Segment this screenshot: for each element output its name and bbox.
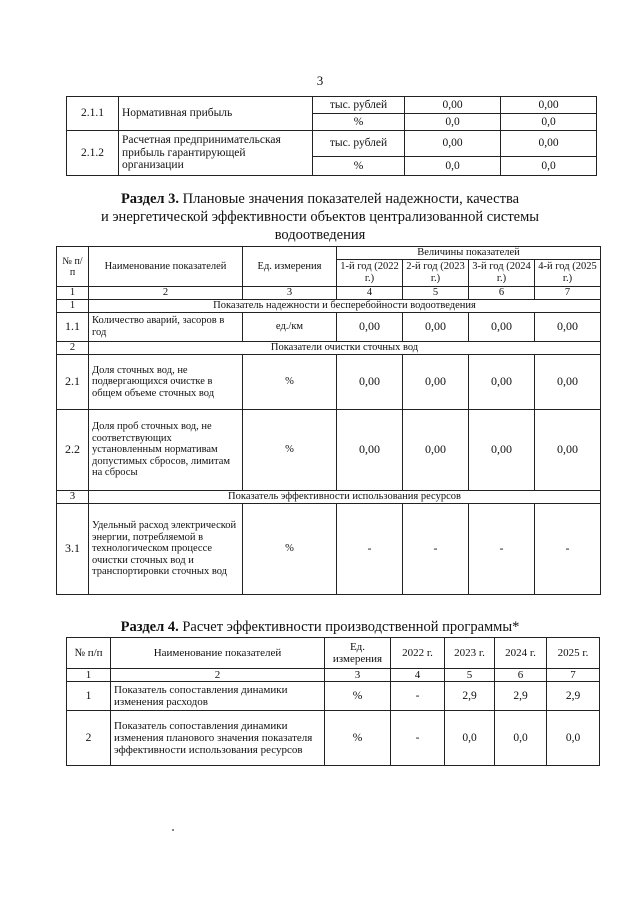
value-cell: 0,0 (501, 156, 597, 175)
col-number: 6 (495, 669, 547, 682)
value-cell: 0,00 (405, 97, 501, 114)
table-header-row (67, 638, 600, 669)
value-cell: - (535, 504, 601, 595)
value-cell: 0,00 (535, 355, 601, 410)
group-number: 3 (57, 491, 89, 504)
col-number: 3 (325, 669, 391, 682)
value-cell: 0,00 (501, 97, 597, 114)
value-cell: - (469, 504, 535, 595)
value-cell: 0,00 (403, 355, 469, 410)
value-cell: 0,0 (495, 711, 547, 766)
value-cell: 0,0 (501, 114, 597, 131)
header-year: 2025 г. (547, 638, 600, 669)
indicator-name: Показатель сопоставления динамики изменения расходов (111, 682, 325, 711)
row-number: 2.1 (57, 355, 89, 410)
col-number: 1 (67, 669, 111, 682)
unit-cell: тыс. рублей (313, 97, 405, 114)
unit-cell: % (325, 682, 391, 711)
group-title: Показатель эффективности использования ресурсов (89, 491, 601, 504)
col-number: 4 (337, 287, 403, 300)
unit-cell: % (243, 410, 337, 491)
value-cell: 0,00 (535, 410, 601, 491)
column-number-row (57, 287, 601, 300)
section-3-label: Раздел 3. (120, 191, 180, 207)
group-header-row (57, 342, 601, 355)
value-cell: - (403, 504, 469, 595)
unit-cell: % (243, 355, 337, 410)
col-number: 4 (391, 669, 445, 682)
value-cell: 0,0 (405, 114, 501, 131)
indicator-name: Расчетная предпринимательская прибыль гарантирующей организации (119, 131, 313, 176)
row-number: 2.2 (57, 410, 89, 491)
value-cell: 0,00 (405, 131, 501, 157)
page-number: 3 (316, 73, 324, 88)
group-title: Показатели очистки сточных вод (89, 342, 601, 355)
row-number: 2.1.1 (67, 97, 119, 131)
section-4-heading (0, 618, 640, 636)
header-year: 2024 г. (495, 638, 547, 669)
value-cell: 0,00 (469, 410, 535, 491)
value-cell: - (337, 504, 403, 595)
value-cell: - (391, 711, 445, 766)
value-cell: 0,00 (403, 410, 469, 491)
table-row (57, 504, 601, 595)
value-cell: 0,00 (469, 313, 535, 342)
value-cell: 0,00 (337, 355, 403, 410)
indicator-name: Доля проб сточных вод, не соответствующих установленным нормативам допустимых сбросов, лимитам на сбросы (89, 410, 243, 491)
header-values-group: Величины показателей (337, 247, 601, 260)
section-3-title-line1: Плановые значения показателей надежности, качества (182, 191, 520, 207)
col-number: 2 (89, 287, 243, 300)
section-3-title-line3: водоотведения (274, 227, 366, 243)
section-4-title: Расчет эффективности производственной программы* (182, 619, 520, 635)
unit-cell: % (313, 156, 405, 175)
column-number-row (67, 669, 600, 682)
indicator-name: Количество аварий, засоров в год (89, 313, 243, 342)
indicator-name: Нормативная прибыль (119, 97, 313, 131)
value-cell: 0,00 (469, 355, 535, 410)
col-number: 2 (111, 669, 325, 682)
scan-speck (172, 829, 174, 831)
header-year: 2023 г. (445, 638, 495, 669)
table-row (67, 711, 600, 766)
table-row (57, 313, 601, 342)
header-year: 1-й год (2022 г.) (337, 260, 403, 287)
col-number: 5 (445, 669, 495, 682)
value-cell: 0,00 (337, 313, 403, 342)
table-row (67, 131, 597, 157)
indicator-name: Показатель сопоставления динамики изменения планового значения показателя эффективности использования ресурсов (111, 711, 325, 766)
header-name: Наименование показателей (89, 247, 243, 287)
unit-cell: % (313, 114, 405, 131)
row-number: 3.1 (57, 504, 89, 595)
header-year: 2-й год (2023 г.) (403, 260, 469, 287)
value-cell: 0,0 (405, 156, 501, 175)
reliability-indicators-table (56, 246, 601, 595)
header-unit: Ед. измерения (243, 247, 337, 287)
row-number: 2.1.2 (67, 131, 119, 176)
col-number: 7 (547, 669, 600, 682)
header-year: 2022 г. (391, 638, 445, 669)
col-number: 1 (57, 287, 89, 300)
unit-cell: % (325, 711, 391, 766)
table-row (57, 355, 601, 410)
value-cell: 0,00 (337, 410, 403, 491)
value-cell: - (391, 682, 445, 711)
header-year: 4-й год (2025 г.) (535, 260, 601, 287)
section-4-label: Раздел 4. (120, 619, 179, 635)
row-number: 2 (67, 711, 111, 766)
col-number: 3 (243, 287, 337, 300)
header-name: Наименование показателей (111, 638, 325, 669)
header-num: № п/п (67, 638, 111, 669)
group-number: 1 (57, 300, 89, 313)
unit-cell: % (243, 504, 337, 595)
section-3-heading (0, 190, 640, 244)
group-number: 2 (57, 342, 89, 355)
unit-cell: тыс. рублей (313, 131, 405, 157)
unit-cell: ед./км (243, 313, 337, 342)
header-num: № п/п (57, 247, 89, 287)
profit-table (66, 96, 597, 176)
col-number: 5 (403, 287, 469, 300)
row-number: 1.1 (57, 313, 89, 342)
table-row (67, 682, 600, 711)
row-number: 1 (67, 682, 111, 711)
indicator-name: Доля сточных вод, не подвергающихся очистке в общем объеме сточных вод (89, 355, 243, 410)
table-row (57, 410, 601, 491)
value-cell: 0,0 (547, 711, 600, 766)
header-unit: Ед. измерения (325, 638, 391, 669)
header-year: 3-й год (2024 г.) (469, 260, 535, 287)
group-header-row (57, 491, 601, 504)
col-number: 7 (535, 287, 601, 300)
col-number: 6 (469, 287, 535, 300)
value-cell: 0,00 (403, 313, 469, 342)
group-title: Показатель надежности и бесперебойности водоотведения (89, 300, 601, 313)
table-header-row (57, 247, 601, 260)
value-cell: 2,9 (547, 682, 600, 711)
value-cell: 0,00 (535, 313, 601, 342)
value-cell: 2,9 (495, 682, 547, 711)
value-cell: 0,0 (445, 711, 495, 766)
table-row (67, 97, 597, 114)
indicator-name: Удельный расход электрической энергии, потребляемой в технологическом процессе очистки сточных вод и транспортировки сточных вод (89, 504, 243, 595)
efficiency-table (66, 637, 600, 766)
section-3-title-line2: и энергетической эффективности объектов централизованной системы (100, 209, 540, 225)
group-header-row (57, 300, 601, 313)
value-cell: 0,00 (501, 131, 597, 157)
value-cell: 2,9 (445, 682, 495, 711)
